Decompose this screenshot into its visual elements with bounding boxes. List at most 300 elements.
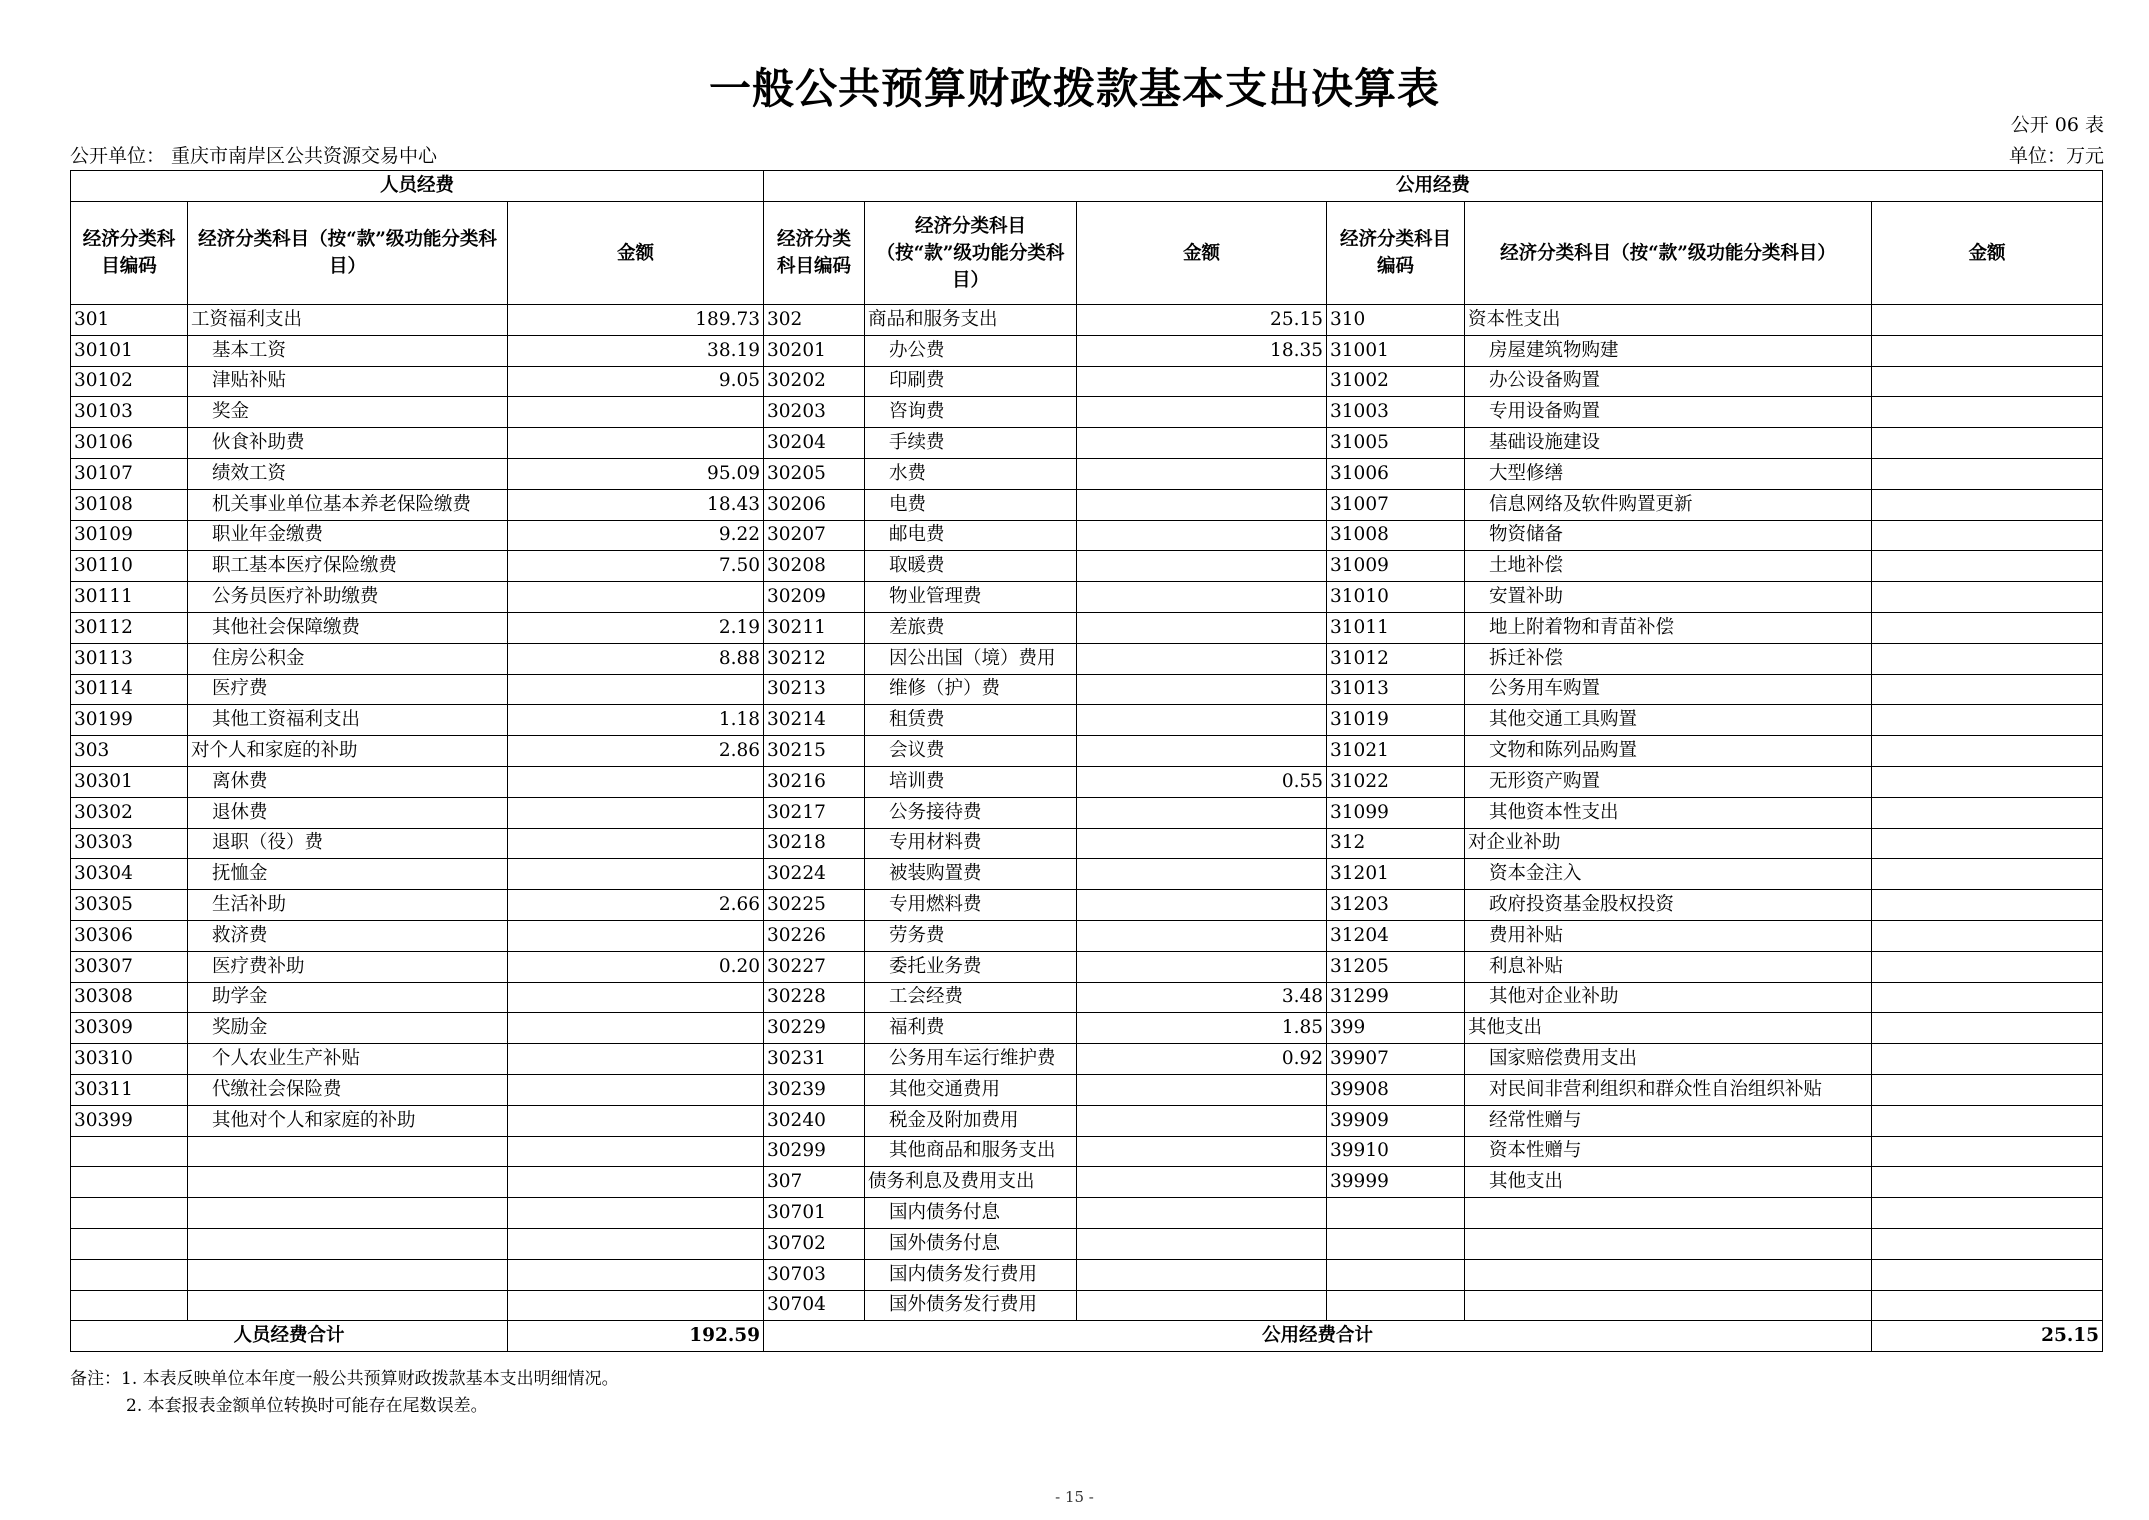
code-cell: 30701 bbox=[764, 1198, 865, 1229]
name-cell: 安置补助 bbox=[1465, 582, 1872, 613]
amount-cell bbox=[1872, 305, 2103, 336]
code-cell: 30212 bbox=[764, 643, 865, 674]
name-cell: 取暖费 bbox=[865, 551, 1077, 582]
amount-cell: 18.43 bbox=[508, 489, 764, 520]
code-cell: 30107 bbox=[71, 458, 188, 489]
code-cell: 31203 bbox=[1327, 890, 1465, 921]
code-cell bbox=[71, 1290, 188, 1321]
name-cell: 退职（役）费 bbox=[188, 828, 508, 859]
code-cell: 31019 bbox=[1327, 705, 1465, 736]
amount-cell bbox=[1077, 551, 1327, 582]
name-cell bbox=[188, 1290, 508, 1321]
amount-cell bbox=[1872, 582, 2103, 613]
table-row bbox=[71, 1167, 2103, 1198]
code-cell: 31021 bbox=[1327, 736, 1465, 767]
name-cell: 伙食补助费 bbox=[188, 428, 508, 459]
code-cell: 30224 bbox=[764, 859, 865, 890]
code-cell: 30309 bbox=[71, 1013, 188, 1044]
name-cell: 费用补贴 bbox=[1465, 920, 1872, 951]
name-cell: 退休费 bbox=[188, 797, 508, 828]
amount-cell bbox=[1872, 766, 2103, 797]
code-cell bbox=[1327, 1259, 1465, 1290]
name-cell: 拆迁补偿 bbox=[1465, 643, 1872, 674]
code-cell: 31008 bbox=[1327, 520, 1465, 551]
code-cell: 30215 bbox=[764, 736, 865, 767]
amount-cell bbox=[1872, 736, 2103, 767]
table-row bbox=[71, 305, 2103, 336]
code-cell: 31005 bbox=[1327, 428, 1465, 459]
table-row bbox=[71, 1074, 2103, 1105]
name-cell: 公务员医疗补助缴费 bbox=[188, 582, 508, 613]
code-cell: 30308 bbox=[71, 982, 188, 1013]
amount-cell bbox=[1872, 982, 2103, 1013]
amount-cell bbox=[1872, 797, 2103, 828]
name-cell: 租赁费 bbox=[865, 705, 1077, 736]
col-header-amount: 金额 bbox=[508, 202, 764, 305]
amount-cell bbox=[1077, 582, 1327, 613]
code-cell: 30305 bbox=[71, 890, 188, 921]
table-row bbox=[71, 766, 2103, 797]
public-total-value: 25.15 bbox=[1872, 1321, 2103, 1352]
name-cell: 基础设施建设 bbox=[1465, 428, 1872, 459]
name-cell: 生活补助 bbox=[188, 890, 508, 921]
amount-cell: 0.55 bbox=[1077, 766, 1327, 797]
amount-cell bbox=[1077, 736, 1327, 767]
amount-cell bbox=[1077, 489, 1327, 520]
name-cell: 对个人和家庭的补助 bbox=[188, 736, 508, 767]
code-cell: 30112 bbox=[71, 612, 188, 643]
table-row bbox=[71, 612, 2103, 643]
amount-cell bbox=[1872, 397, 2103, 428]
amount-cell: 9.22 bbox=[508, 520, 764, 551]
name-cell: 专用燃料费 bbox=[865, 890, 1077, 921]
code-cell: 30239 bbox=[764, 1074, 865, 1105]
name-cell: 其他对个人和家庭的补助 bbox=[188, 1105, 508, 1136]
amount-cell bbox=[1872, 1136, 2103, 1167]
amount-cell bbox=[1872, 335, 2103, 366]
table-row bbox=[71, 920, 2103, 951]
code-cell: 30217 bbox=[764, 797, 865, 828]
name-cell: 邮电费 bbox=[865, 520, 1077, 551]
code-cell: 30227 bbox=[764, 951, 865, 982]
code-cell: 30225 bbox=[764, 890, 865, 921]
group-header-public: 公用经费 bbox=[764, 171, 2103, 202]
name-cell: 机关事业单位基本养老保险缴费 bbox=[188, 489, 508, 520]
code-cell: 30208 bbox=[764, 551, 865, 582]
amount-cell: 2.19 bbox=[508, 612, 764, 643]
amount-cell: 95.09 bbox=[508, 458, 764, 489]
amount-cell bbox=[1872, 643, 2103, 674]
expenditure-table bbox=[70, 170, 2103, 1352]
name-cell: 工会经费 bbox=[865, 982, 1077, 1013]
name-cell: 物业管理费 bbox=[865, 582, 1077, 613]
amount-cell: 2.66 bbox=[508, 890, 764, 921]
code-cell: 30213 bbox=[764, 674, 865, 705]
name-cell: 其他社会保障缴费 bbox=[188, 612, 508, 643]
amount-cell: 7.50 bbox=[508, 551, 764, 582]
amount-cell bbox=[1872, 1167, 2103, 1198]
amount-cell bbox=[1077, 397, 1327, 428]
code-cell: 30229 bbox=[764, 1013, 865, 1044]
code-cell: 31001 bbox=[1327, 335, 1465, 366]
amount-cell: 18.35 bbox=[1077, 335, 1327, 366]
name-cell bbox=[1465, 1228, 1872, 1259]
amount-cell bbox=[1077, 890, 1327, 921]
code-cell: 30703 bbox=[764, 1259, 865, 1290]
amount-cell bbox=[1872, 428, 2103, 459]
name-cell: 奖金 bbox=[188, 397, 508, 428]
code-cell: 30704 bbox=[764, 1290, 865, 1321]
amount-cell bbox=[1077, 643, 1327, 674]
amount-cell bbox=[508, 828, 764, 859]
col-header-name: 经济分类科目（按“款”级功能分类科目） bbox=[865, 202, 1077, 305]
amount-cell bbox=[1872, 458, 2103, 489]
amount-cell bbox=[1077, 920, 1327, 951]
name-cell bbox=[1465, 1259, 1872, 1290]
amount-cell bbox=[1077, 366, 1327, 397]
code-cell: 31013 bbox=[1327, 674, 1465, 705]
col-header-code: 经济分类科目编码 bbox=[764, 202, 865, 305]
name-cell: 工资福利支出 bbox=[188, 305, 508, 336]
name-cell: 政府投资基金股权投资 bbox=[1465, 890, 1872, 921]
name-cell: 其他工资福利支出 bbox=[188, 705, 508, 736]
amount-cell bbox=[1077, 428, 1327, 459]
table-row bbox=[71, 951, 2103, 982]
name-cell: 文物和陈列品购置 bbox=[1465, 736, 1872, 767]
code-cell: 30228 bbox=[764, 982, 865, 1013]
code-cell: 399 bbox=[1327, 1013, 1465, 1044]
amount-cell bbox=[1872, 951, 2103, 982]
name-cell: 国家赔偿费用支出 bbox=[1465, 1044, 1872, 1075]
code-cell bbox=[71, 1136, 188, 1167]
amount-cell bbox=[1077, 1228, 1327, 1259]
amount-cell bbox=[1077, 797, 1327, 828]
table-row bbox=[71, 458, 2103, 489]
code-cell: 30205 bbox=[764, 458, 865, 489]
amount-cell bbox=[1077, 828, 1327, 859]
code-cell: 30310 bbox=[71, 1044, 188, 1075]
name-cell: 其他资本性支出 bbox=[1465, 797, 1872, 828]
name-cell: 无形资产购置 bbox=[1465, 766, 1872, 797]
name-cell: 个人农业生产补贴 bbox=[188, 1044, 508, 1075]
name-cell: 绩效工资 bbox=[188, 458, 508, 489]
amount-cell bbox=[1077, 520, 1327, 551]
name-cell: 医疗费补助 bbox=[188, 951, 508, 982]
code-cell: 310 bbox=[1327, 305, 1465, 336]
amount-cell bbox=[1077, 705, 1327, 736]
name-cell: 医疗费 bbox=[188, 674, 508, 705]
name-cell: 津贴补贴 bbox=[188, 366, 508, 397]
amount-cell bbox=[508, 920, 764, 951]
code-cell: 31099 bbox=[1327, 797, 1465, 828]
code-cell: 31299 bbox=[1327, 982, 1465, 1013]
code-cell: 307 bbox=[764, 1167, 865, 1198]
code-cell: 31006 bbox=[1327, 458, 1465, 489]
personnel-total-label: 人员经费合计 bbox=[71, 1321, 508, 1352]
amount-cell bbox=[508, 1167, 764, 1198]
name-cell: 委托业务费 bbox=[865, 951, 1077, 982]
amount-cell: 9.05 bbox=[508, 366, 764, 397]
name-cell: 职工基本医疗保险缴费 bbox=[188, 551, 508, 582]
amount-cell bbox=[1872, 890, 2103, 921]
code-cell: 30226 bbox=[764, 920, 865, 951]
code-cell: 31002 bbox=[1327, 366, 1465, 397]
name-cell: 公务用车运行维护费 bbox=[865, 1044, 1077, 1075]
amount-cell bbox=[1872, 859, 2103, 890]
table-row bbox=[71, 551, 2103, 582]
amount-cell bbox=[508, 859, 764, 890]
name-cell: 奖励金 bbox=[188, 1013, 508, 1044]
name-cell: 其他交通工具购置 bbox=[1465, 705, 1872, 736]
amount-cell: 1.85 bbox=[1077, 1013, 1327, 1044]
table-row bbox=[71, 489, 2103, 520]
name-cell: 助学金 bbox=[188, 982, 508, 1013]
col-header-code: 经济分类科目编码 bbox=[71, 202, 188, 305]
name-cell: 土地补偿 bbox=[1465, 551, 1872, 582]
table-row bbox=[71, 643, 2103, 674]
page-number: - 15 - bbox=[1055, 1488, 1094, 1506]
name-cell: 专用材料费 bbox=[865, 828, 1077, 859]
amount-cell bbox=[508, 1259, 764, 1290]
amount-cell bbox=[1077, 1074, 1327, 1105]
code-cell: 39908 bbox=[1327, 1074, 1465, 1105]
amount-cell bbox=[1872, 1198, 2103, 1229]
code-cell: 30702 bbox=[764, 1228, 865, 1259]
table-row bbox=[71, 1198, 2103, 1229]
code-cell: 30203 bbox=[764, 397, 865, 428]
currency-unit: 单位：万元 bbox=[2008, 145, 2104, 167]
code-cell: 30304 bbox=[71, 859, 188, 890]
code-cell bbox=[71, 1228, 188, 1259]
amount-cell bbox=[1872, 705, 2103, 736]
amount-cell bbox=[508, 766, 764, 797]
amount-cell: 189.73 bbox=[508, 305, 764, 336]
col-header-amount: 金额 bbox=[1077, 202, 1327, 305]
group-header-personnel: 人员经费 bbox=[71, 171, 764, 202]
amount-cell bbox=[1872, 674, 2103, 705]
name-cell: 维修（护）费 bbox=[865, 674, 1077, 705]
amount-cell bbox=[508, 1136, 764, 1167]
name-cell bbox=[1465, 1290, 1872, 1321]
amount-cell bbox=[1872, 1074, 2103, 1105]
personnel-total-value: 192.59 bbox=[508, 1321, 764, 1352]
code-cell: 30199 bbox=[71, 705, 188, 736]
table-row bbox=[71, 1136, 2103, 1167]
code-cell: 30201 bbox=[764, 335, 865, 366]
amount-cell bbox=[508, 1044, 764, 1075]
name-cell: 电费 bbox=[865, 489, 1077, 520]
name-cell: 利息补贴 bbox=[1465, 951, 1872, 982]
amount-cell bbox=[508, 428, 764, 459]
amount-cell bbox=[1872, 1105, 2103, 1136]
name-cell: 住房公积金 bbox=[188, 643, 508, 674]
name-cell bbox=[188, 1167, 508, 1198]
name-cell: 其他对企业补助 bbox=[1465, 982, 1872, 1013]
code-cell: 30108 bbox=[71, 489, 188, 520]
amount-cell bbox=[508, 1228, 764, 1259]
name-cell: 其他支出 bbox=[1465, 1167, 1872, 1198]
code-cell: 30110 bbox=[71, 551, 188, 582]
code-cell bbox=[1327, 1228, 1465, 1259]
code-cell bbox=[71, 1198, 188, 1229]
code-cell: 30209 bbox=[764, 582, 865, 613]
table-row bbox=[71, 890, 2103, 921]
amount-cell: 38.19 bbox=[508, 335, 764, 366]
name-cell: 国内债务付息 bbox=[865, 1198, 1077, 1229]
amount-cell bbox=[508, 1198, 764, 1229]
amount-cell bbox=[1872, 828, 2103, 859]
table-row bbox=[71, 705, 2103, 736]
name-cell: 债务利息及费用支出 bbox=[865, 1167, 1077, 1198]
name-cell: 印刷费 bbox=[865, 366, 1077, 397]
name-cell: 救济费 bbox=[188, 920, 508, 951]
amount-cell bbox=[1077, 1136, 1327, 1167]
form-number: 公开 06 表 bbox=[2010, 114, 2104, 136]
code-cell: 30214 bbox=[764, 705, 865, 736]
amount-cell: 1.18 bbox=[508, 705, 764, 736]
code-cell: 39907 bbox=[1327, 1044, 1465, 1075]
amount-cell bbox=[508, 1105, 764, 1136]
name-cell: 资本金注入 bbox=[1465, 859, 1872, 890]
name-cell: 劳务费 bbox=[865, 920, 1077, 951]
code-cell: 303 bbox=[71, 736, 188, 767]
name-cell: 地上附着物和青苗补偿 bbox=[1465, 612, 1872, 643]
amount-cell bbox=[1077, 1198, 1327, 1229]
note-line-2: 2. 本套报表金额单位转换时可能存在尾数误差。 bbox=[126, 1396, 488, 1416]
amount-cell bbox=[1872, 612, 2103, 643]
table-row bbox=[71, 1259, 2103, 1290]
code-cell: 31003 bbox=[1327, 397, 1465, 428]
code-cell bbox=[71, 1167, 188, 1198]
amount-cell: 0.92 bbox=[1077, 1044, 1327, 1075]
table-row bbox=[71, 397, 2103, 428]
code-cell: 302 bbox=[764, 305, 865, 336]
name-cell: 办公费 bbox=[865, 335, 1077, 366]
code-cell: 30301 bbox=[71, 766, 188, 797]
name-cell: 商品和服务支出 bbox=[865, 305, 1077, 336]
code-cell: 39909 bbox=[1327, 1105, 1465, 1136]
name-cell: 差旅费 bbox=[865, 612, 1077, 643]
name-cell bbox=[188, 1136, 508, 1167]
amount-cell bbox=[1872, 1044, 2103, 1075]
code-cell: 30311 bbox=[71, 1074, 188, 1105]
name-cell bbox=[188, 1259, 508, 1290]
name-cell: 其他支出 bbox=[1465, 1013, 1872, 1044]
name-cell: 福利费 bbox=[865, 1013, 1077, 1044]
table-row bbox=[71, 366, 2103, 397]
name-cell: 大型修缮 bbox=[1465, 458, 1872, 489]
amount-cell bbox=[1077, 612, 1327, 643]
code-cell: 30399 bbox=[71, 1105, 188, 1136]
code-cell: 31205 bbox=[1327, 951, 1465, 982]
name-cell: 代缴社会保险费 bbox=[188, 1074, 508, 1105]
amount-cell bbox=[1077, 951, 1327, 982]
name-cell: 物资储备 bbox=[1465, 520, 1872, 551]
name-cell: 其他商品和服务支出 bbox=[865, 1136, 1077, 1167]
code-cell: 31010 bbox=[1327, 582, 1465, 613]
name-cell: 资本性赠与 bbox=[1465, 1136, 1872, 1167]
name-cell: 手续费 bbox=[865, 428, 1077, 459]
code-cell: 30103 bbox=[71, 397, 188, 428]
table-row bbox=[71, 674, 2103, 705]
name-cell: 离休费 bbox=[188, 766, 508, 797]
amount-cell bbox=[508, 797, 764, 828]
code-cell: 30204 bbox=[764, 428, 865, 459]
amount-cell bbox=[1872, 1259, 2103, 1290]
code-cell: 30106 bbox=[71, 428, 188, 459]
name-cell: 公务接待费 bbox=[865, 797, 1077, 828]
reporting-unit: 公开单位： 重庆市南岸区公共资源交易中心 bbox=[70, 145, 438, 167]
code-cell: 30114 bbox=[71, 674, 188, 705]
code-cell: 30240 bbox=[764, 1105, 865, 1136]
code-cell: 30306 bbox=[71, 920, 188, 951]
table-row bbox=[71, 859, 2103, 890]
page-title: 一般公共预算财政拨款基本支出决算表 bbox=[708, 64, 1440, 113]
code-cell: 30206 bbox=[764, 489, 865, 520]
amount-cell bbox=[1077, 1259, 1327, 1290]
code-cell: 30231 bbox=[764, 1044, 865, 1075]
name-cell: 其他交通费用 bbox=[865, 1074, 1077, 1105]
name-cell: 会议费 bbox=[865, 736, 1077, 767]
name-cell: 职业年金缴费 bbox=[188, 520, 508, 551]
name-cell: 对民间非营利组织和群众性自治组织补贴 bbox=[1465, 1074, 1872, 1105]
amount-cell bbox=[1077, 674, 1327, 705]
code-cell: 30307 bbox=[71, 951, 188, 982]
amount-cell bbox=[1872, 920, 2103, 951]
name-cell: 经常性赠与 bbox=[1465, 1105, 1872, 1136]
amount-cell: 3.48 bbox=[1077, 982, 1327, 1013]
code-cell bbox=[71, 1259, 188, 1290]
code-cell: 31012 bbox=[1327, 643, 1465, 674]
name-cell: 抚恤金 bbox=[188, 859, 508, 890]
amount-cell bbox=[508, 674, 764, 705]
name-cell: 信息网络及软件购置更新 bbox=[1465, 489, 1872, 520]
code-cell: 30299 bbox=[764, 1136, 865, 1167]
table-row bbox=[71, 828, 2103, 859]
code-cell: 31201 bbox=[1327, 859, 1465, 890]
amount-cell bbox=[508, 582, 764, 613]
name-cell: 咨询费 bbox=[865, 397, 1077, 428]
amount-cell bbox=[508, 1074, 764, 1105]
code-cell: 31007 bbox=[1327, 489, 1465, 520]
code-cell: 31022 bbox=[1327, 766, 1465, 797]
name-cell: 国外债务付息 bbox=[865, 1228, 1077, 1259]
code-cell: 30216 bbox=[764, 766, 865, 797]
amount-cell bbox=[1077, 458, 1327, 489]
amount-cell bbox=[508, 982, 764, 1013]
amount-cell bbox=[1077, 859, 1327, 890]
name-cell: 公务用车购置 bbox=[1465, 674, 1872, 705]
code-cell: 30113 bbox=[71, 643, 188, 674]
code-cell: 31009 bbox=[1327, 551, 1465, 582]
code-cell: 39910 bbox=[1327, 1136, 1465, 1167]
name-cell: 房屋建筑物购建 bbox=[1465, 335, 1872, 366]
col-header-code: 经济分类科目编码 bbox=[1327, 202, 1465, 305]
code-cell: 30109 bbox=[71, 520, 188, 551]
name-cell: 基本工资 bbox=[188, 335, 508, 366]
amount-cell bbox=[1077, 1105, 1327, 1136]
amount-cell bbox=[1872, 1013, 2103, 1044]
name-cell: 因公出国（境）费用 bbox=[865, 643, 1077, 674]
amount-cell bbox=[1872, 1290, 2103, 1321]
note-line-1: 备注：1. 本表反映单位本年度一般公共预算财政拨款基本支出明细情况。 bbox=[70, 1369, 619, 1389]
table-row bbox=[71, 582, 2103, 613]
name-cell: 专用设备购置 bbox=[1465, 397, 1872, 428]
amount-cell bbox=[508, 1013, 764, 1044]
code-cell: 30202 bbox=[764, 366, 865, 397]
amount-cell bbox=[1077, 1290, 1327, 1321]
code-cell: 30218 bbox=[764, 828, 865, 859]
